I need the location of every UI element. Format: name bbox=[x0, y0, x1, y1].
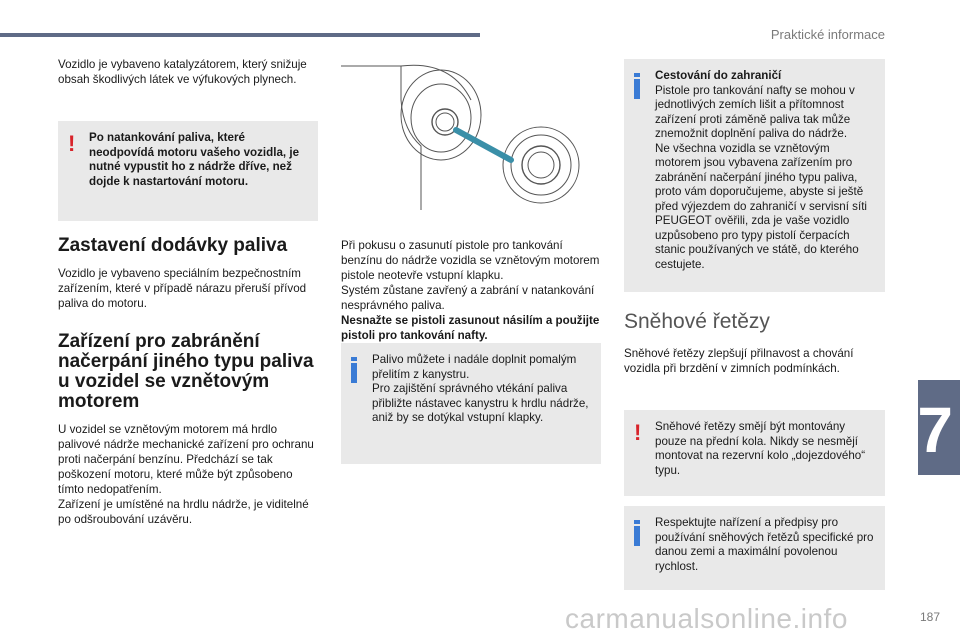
page-number: 187 bbox=[919, 610, 940, 624]
heading-snow-chains: Sněhové řetězy bbox=[624, 310, 770, 333]
header-bar bbox=[0, 33, 480, 37]
info-abroad-paragraph-1: Pistole pro tankování nafty se mohou v jednotlivých zemích lišit a přítomnost zařízení proti záměně paliva tak může znemožnit doplnění paliva do nádrže. bbox=[655, 83, 855, 140]
info-abroad-paragraph-2: Ne všechna vozidla se vznětovým motorem jsou vybavena zařízením pro zabránění načerpání jiného typu paliva, proto vám doporučujeme, abyste si ještě před výjezdem do zahraničí v servisní síti PEUGEOT ověřili, zda je vaše vozidlo uzpůsobeno pro typy pistolí čerpacích stanic používaných ve státě, do kterého cestujete. bbox=[655, 141, 867, 271]
misfuel-paragraph-1: U vozidel se vznětovým motorem má hrdlo palivové nádrže mechanické zařízení pro ochranu proti načerpání benzínu. Předchází se tak poškození motoru, které může být způsobeno tímto nedopatřením. bbox=[58, 423, 314, 496]
info-box-chains bbox=[624, 506, 885, 590]
intro-text bbox=[58, 57, 320, 87]
warning-chains-text: Sněhové řetězy smějí být montovány pouze na přední kola. Nikdy se nesmějí montovat na rezervní kolo „dojezdového“ typu. bbox=[655, 420, 866, 477]
info-paragraph-1: Palivo můžete i nadále doplnit pomalým přelitím z kanystru. bbox=[372, 353, 577, 381]
fuel-cutoff-paragraph: Vozidlo je vybaveno speciálním bezpečnostním zařízením, které v případě nárazu přeruší přívod paliva do motoru. bbox=[58, 267, 307, 310]
info-chains-text: Respektujte nařízení a předpisy pro používání sněhových řetězů specifické pro danou zemi a maximální povolenou rychlost. bbox=[655, 516, 874, 573]
warning-box-chains bbox=[624, 410, 885, 496]
info-box-canister bbox=[341, 343, 601, 464]
intro-paragraph: Vozidlo je vybaveno katalyzátorem, který snižuje obsah škodlivých látek ve výfukových plynech. bbox=[58, 58, 307, 86]
behavior-paragraph-1: Při pokusu o zasunutí pistole pro tankování benzínu do nádrže vozidla se vznětovým motorem pistole neotevře vstupní klapku. bbox=[341, 239, 600, 282]
info-abroad-title: Cestování do zahraničí bbox=[655, 69, 782, 82]
info-box-abroad bbox=[624, 59, 885, 292]
snow-chains-section bbox=[624, 312, 886, 376]
info-icon bbox=[634, 79, 640, 99]
chapter-number: 7 bbox=[917, 394, 953, 466]
heading-fuel-cutoff: Zastavení dodávky paliva bbox=[58, 235, 288, 256]
snow-chains-paragraph: Sněhové řetězy zlepšují přilnavost a chování vozidla při brzdění v zimních podmínkách. bbox=[624, 347, 854, 375]
warning-icon: ! bbox=[68, 131, 76, 156]
watermark: carmanualsonline.info bbox=[565, 603, 848, 634]
fuel-filler-illustration bbox=[341, 60, 603, 210]
info-icon bbox=[351, 363, 357, 383]
warning-icon: ! bbox=[634, 420, 642, 445]
fuel-cutoff-section bbox=[58, 236, 320, 311]
misfuel-section bbox=[58, 332, 320, 527]
section-title: Praktické informace bbox=[770, 27, 885, 42]
heading-misfuel: Zařízení pro zabránění načerpání jiného typu paliva u vozidel se vznětovým motorem bbox=[58, 331, 314, 412]
info-paragraph-2: Pro zajištění správného vtékání paliva přibližte nástavec kanystru k hrdlu nádrže, aniž by se dotýkal vstupní klapky. bbox=[372, 382, 589, 424]
warning-text: Po natankování paliva, které neodpovídá motoru vašeho vozidla, je nutné vypustit ho z nádrže dříve, než dojde k nastartování motoru. bbox=[89, 131, 300, 188]
behavior-paragraph-2: Systém zůstane zavřený a zabrání v natankování nesprávného paliva. bbox=[341, 284, 595, 312]
misfuel-paragraph-2: Zařízení je umístěné na hrdlu nádrže, je viditelné po odšroubování uzávěru. bbox=[58, 498, 309, 526]
warning-box-fuel bbox=[58, 121, 318, 221]
info-icon bbox=[634, 526, 640, 546]
behavior-bold: Nesnažte se pistoli zasunout násilím a použijte pistoli pro tankování nafty. bbox=[341, 314, 600, 342]
info-text bbox=[372, 353, 593, 426]
info-abroad-text bbox=[655, 69, 877, 272]
misfuel-behavior-text bbox=[341, 238, 603, 343]
